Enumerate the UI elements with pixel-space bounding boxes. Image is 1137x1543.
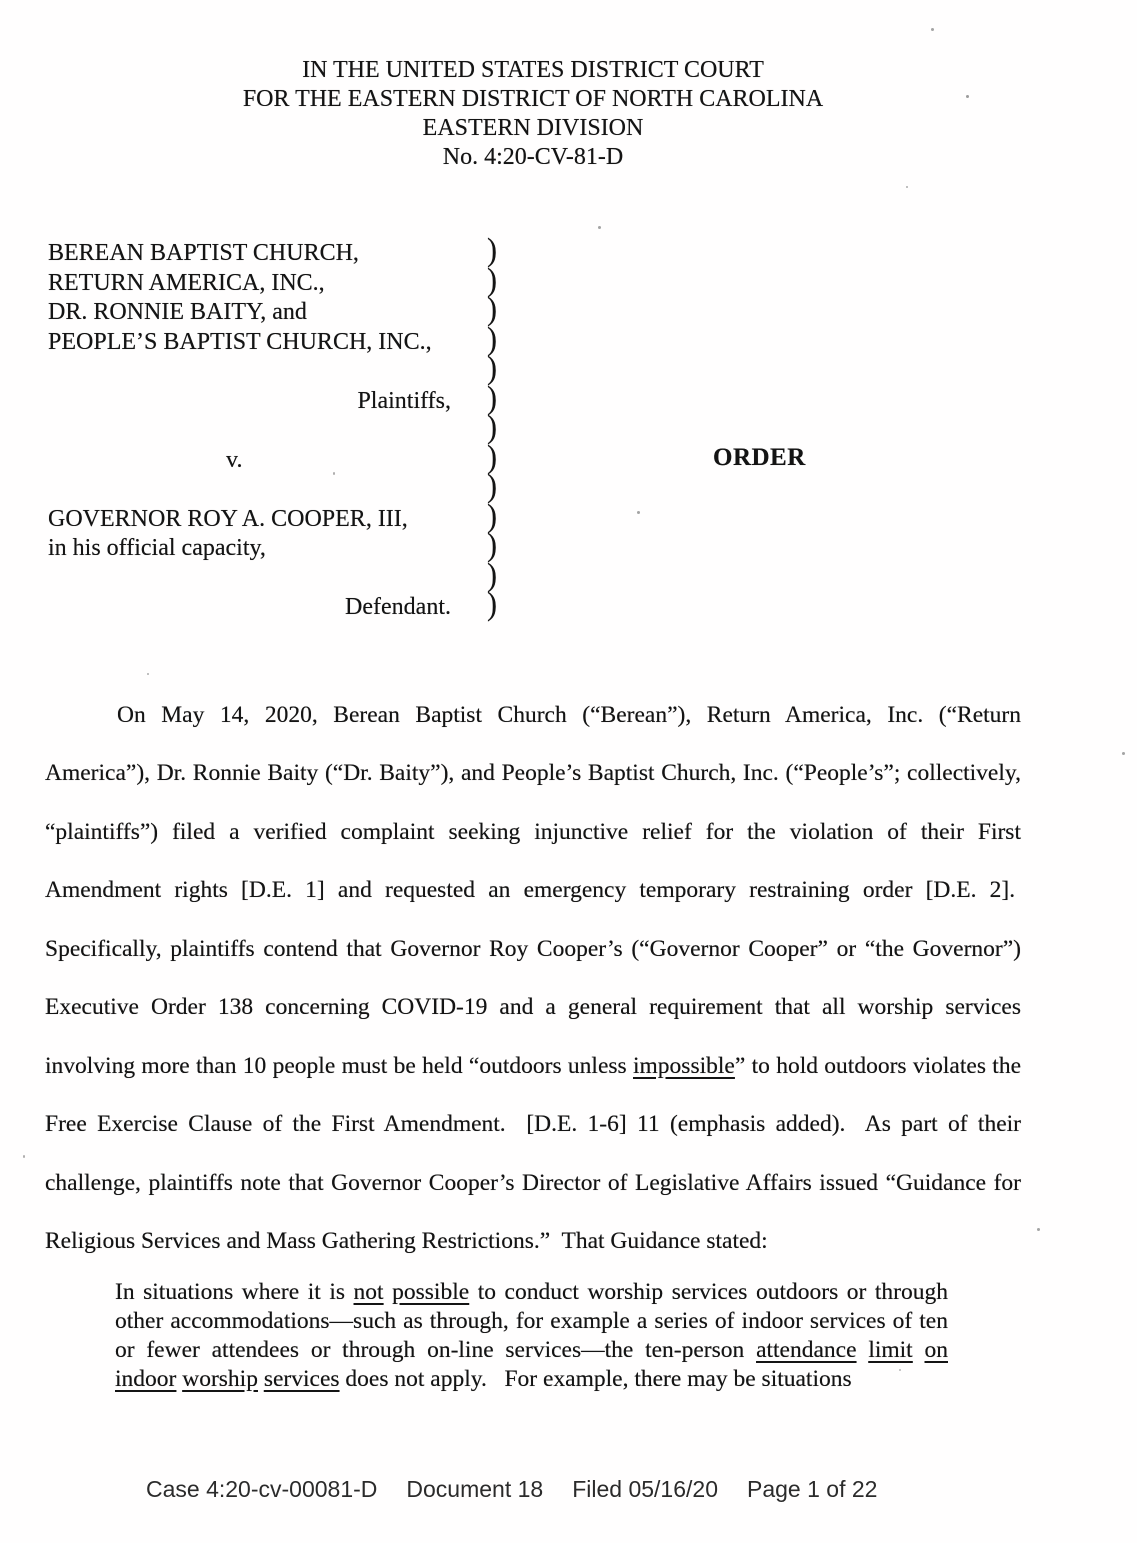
footer-filed-date: Filed 05/16/20 [572,1476,718,1502]
scan-speck [147,673,149,675]
order-title: ORDER [713,443,806,471]
caption-paren: ) [487,439,497,475]
scan-speck [899,1369,901,1371]
caption-row [48,262,1028,298]
party-text: DR. RONNIE BAITY, and [48,299,307,325]
caption [48,232,1028,623]
scan-speck [966,95,969,98]
caption-paren: ) [487,498,497,534]
caption-row [48,527,1028,564]
caption-row [48,232,1028,269]
caption-paren: ) [487,291,497,328]
header-court-line: IN THE UNITED STATES DISTRICT COURT [302,57,764,83]
footer-page-number: Page 1 of 22 [747,1476,878,1502]
scan-speck [906,186,908,188]
footer-document-number: Document 18 [406,1476,544,1502]
caption-paren: ) [487,232,497,269]
court-header [45,56,1021,172]
header-division-line: EASTERN DIVISION [422,115,644,141]
footer-case-number: Case 4:20-cv-00081-D [146,1476,378,1502]
party-text: Defendant. [345,594,451,620]
caption-row [48,586,1028,623]
caption-row [48,557,1028,593]
scan-speck [23,1155,25,1158]
case-number: No. 4:20-CV-81-D [442,144,624,170]
caption-row [48,498,1028,534]
caption-paren: ) [487,350,497,387]
caption-paren: ) [487,321,497,357]
party-text: Plaintiffs, [357,387,451,414]
caption-paren: ) [487,380,497,416]
party-text: PEOPLE’S BAPTIST CHURCH, INC., [48,328,432,355]
opening-paragraph: On May 14, 2020, Berean Baptist Church (“Berean”), Return America, Inc. (“Return America”), Dr. Ronnie Baity (“Dr. Baity”), and People’s Baptist Church, Inc. (“People’s”; collectively, “plaintiffs”) filed a verified complaint seeking injunctive relief for the violation of their First Amendment rights [D.E. 1] and requested an emergency temporary restraining order [D.E. 2]. Specifically, plaintiffs contend that Governor Roy Cooper’s (“Governor Cooper” or “the Governor”) Executive Order 138 concerning COVID-19 and a general requirement that all worship services involving more than 10 people must be held “outdoors unless impossible” to hold outdoors violates the Free Exercise Clause of the First Amendment. [D.E. 1-6] 11 (emphasis added). As part of their challenge, plaintiffs note that Governor Cooper’s Director of Legislative Affairs issued “Guidance for Religious Services and Mass Gathering Restrictions.” That Guidance stated: [45,701,1022,1254]
party-text: BEREAN BAPTIST CHURCH, [48,240,359,266]
scan-speck [333,472,335,475]
caption-paren: ) [487,527,497,564]
caption-row [48,380,1028,416]
party-text: v. [226,446,243,473]
party-text: RETURN AMERICA, INC., [48,269,325,296]
caption-paren: ) [487,468,497,505]
caption-paren: ) [487,409,497,446]
caption-row [48,409,1028,446]
ecf-footer-stamp [146,1476,877,1503]
scan-speck [1037,1228,1040,1231]
header-district-line: FOR THE EASTERN DISTRICT OF NORTH CAROLINA [242,86,824,112]
caption-row [48,468,1028,505]
guidance-block-quote: In situations where it is not possible to conduct worship services outdoors or through other accommodations—such as through, for example a series of indoor services of ten or fewer attendees or through on-line services—the ten-person attendance limit on indoor worship services does not apply. For example, there may be situations [115,1278,948,1392]
caption-paren: ) [487,557,497,593]
scan-speck [598,226,601,229]
caption-row [48,350,1028,387]
caption-row [48,439,1028,475]
scan-speck [1122,752,1125,755]
scan-speck [931,28,934,31]
caption-row [48,321,1028,357]
caption-row [48,291,1028,328]
caption-paren: ) [487,262,497,298]
scan-speck [637,511,640,514]
caption-paren: ) [487,586,497,623]
party-text: in his official capacity, [48,535,266,561]
party-text: GOVERNOR ROY A. COOPER, III, [48,505,408,532]
